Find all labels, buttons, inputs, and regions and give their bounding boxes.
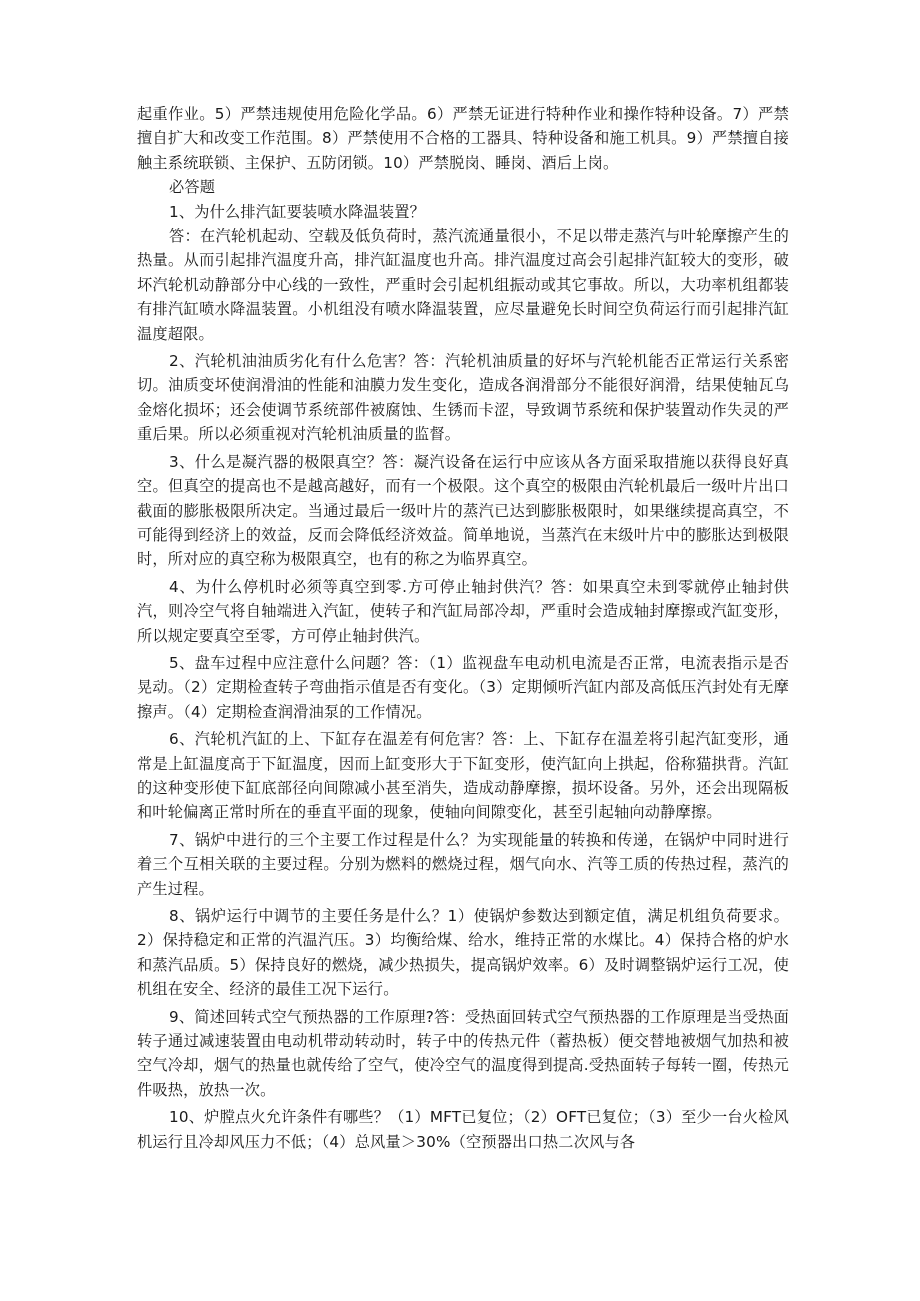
document-page — [137, 102, 789, 1154]
question-8: 8、锅炉运行中调节的主要任务是什么？1）使锅炉参数达到额定值，满足机组负荷要求。2）保持稳定和正常的汽温汽压。3）均衡给煤、给水，维持正常的水煤比。4）保持合格的炉水和蒸汽品质。5）保持良好的燃烧，减少热损失，提高锅炉效率。6）及时调整锅炉运行工况，使机组在安全、经济的最佳工况下运行。 — [137, 907, 789, 999]
question-10: 10、炉膛点火允许条件有哪些？（1）MFT已复位；（2）OFT已复位；（3）至少一台火检风机运行且冷却风压力不低；（4）总风量＞30%（空预器出口热二次风与各 — [137, 1108, 789, 1151]
question-1-answer: 答：在汽轮机起动、空载及低负荷时，蒸汽流通量很小，不足以带走蒸汽与叶轮摩擦产生的热量。从而引起排汽温度升高，排汽缸温度也升高。排汽温度过高会引起排汽缸较大的变形，破坏汽轮机动静部分中心线的一致性，严重时会引起机组振动或其它事故。所以，大功率机组都装有排汽缸喷水降温装置。小机组没有喷水降温装置，应尽量避免长时间空负荷运行而引起排汽缸温度超限。 — [137, 227, 789, 343]
intro-paragraph: 起重作业。5）严禁违规使用危险化学品。6）严禁无证进行特种作业和操作特种设备。7）严禁擅自扩大和改变工作范围。8）严禁使用不合格的工器具、特种设备和施工机具。9）严禁擅自接触主系统联锁、主保护、五防闭锁。10）严禁脱岗、睡岗、酒后上岗。 — [137, 105, 789, 172]
question-6: 6、汽轮机汽缸的上、下缸存在温差有何危害？答：上、下缸存在温差将引起汽缸变形，通常是上缸温度高于下缸温度，因而上缸变形大于下缸变形，使汽缸向上拱起，俗称猫拱背。汽缸的这种变形使下缸底部径向间隙减小甚至消失，造成动静摩擦，损坏设备。另外，还会出现隔板和叶轮偏离正常时所在的垂直平面的现象，使轴向间隙变化，甚至引起轴向动静摩擦。 — [137, 730, 789, 822]
question-2: 2、汽轮机油油质劣化有什么危害？答：汽轮机油质量的好坏与汽轮机能否正常运行关系密切。油质变坏使润滑油的性能和油膜力发生变化，造成各润滑部分不能很好润滑，结果使轴瓦乌金熔化损坏；还会使调节系统部件被腐蚀、生锈而卡涩，导致调节系统和保护装置动作失灵的严重后果。所以必须重视对汽轮机油质量的监督。 — [137, 352, 789, 444]
question-1-title: 1、为什么排汽缸要装喷水降温装置？ — [169, 202, 426, 221]
question-5: 5、盘车过程中应注意什么问题？答：（1）监视盘车电动机电流是否正常，电流表指示是否晃动。（2）定期检查转子弯曲指示值是否有变化。（3）定期倾听汽缸内部及高低压汽封处有无摩擦声。（4）定期检查润滑油泵的工作情况。 — [137, 653, 789, 721]
question-3: 3、什么是凝汽器的极限真空？答：凝汽设备在运行中应该从各方面采取措施以获得良好真空。但真空的提高也不是越高越好，而有一个极限。这个真空的极限由汽轮机最后一级叶片出口截面的膨胀极限所决定。当通过最后一级叶片的蒸汽已达到膨胀极限时，如果继续提高真空，不可能得到经济上的效益，反而会降低经济效益。简单地说，当蒸汽在末级叶片中的膨胀达到极限时，所对应的真空称为极限真空，也有的称之为临界真空。 — [137, 452, 789, 569]
section-title: 必答题 — [169, 178, 216, 197]
question-7: 7、锅炉中进行的三个主要工作过程是什么？为实现能量的转换和传递，在锅炉中同时进行着三个互相关联的主要过程。分别为燃料的燃烧过程，烟气向水、汽等工质的传热过程，蒸汽的产生过程。 — [137, 830, 789, 898]
question-9: 9、简述回转式空气预热器的工作原理?答：受热面回转式空气预热器的工作原理是当受热面转子通过减速装置由电动机带动转动时，转子中的传热元件（蓄热板）便交替地被烟气加热和被空气冷却，烟气的热量也就传给了空气，使冷空气的温度得到提高.受热面转子每转一圈，传热元件吸热，放热一次。 — [137, 1007, 789, 1099]
question-4: 4、为什么停机时必须等真空到零.方可停止轴封供汽？答：如果真空未到零就停止轴封供汽，则冷空气将自轴端进入汽缸，使转子和汽缸局部冷却，严重时会造成轴封摩擦或汽缸变形，所以规定要真空至零，方可停止轴封供汽。 — [137, 577, 789, 645]
